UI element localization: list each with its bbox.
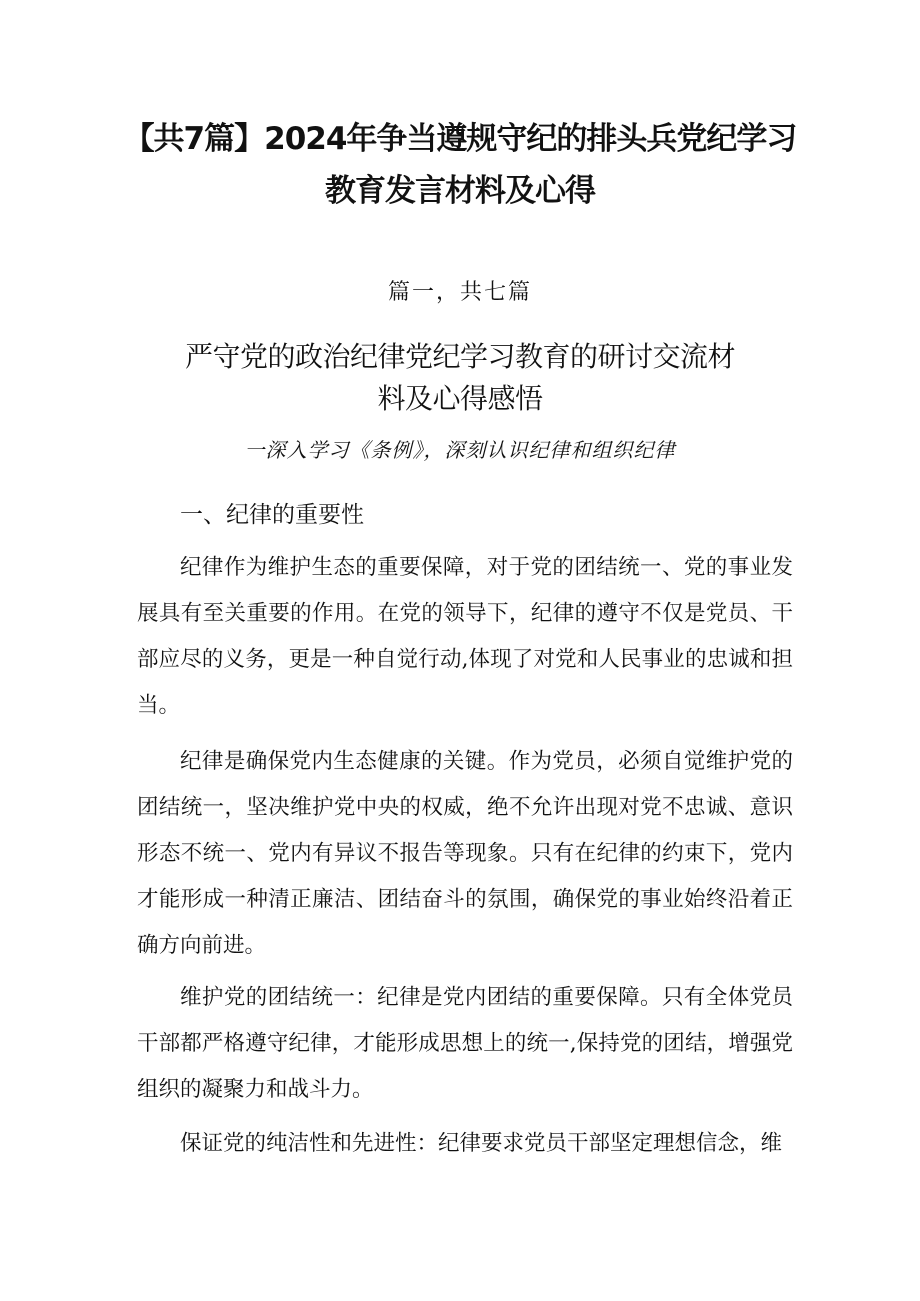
paragraph: 纪律作为维护生态的重要保障，对于党的团结统一、党的事业发展具有至关重要的作用。在党的领导下，纪律的遵守不仅是党员、干部应尽的义务，更是一种自觉行动,体现了对党和人民事业的忠诚和担当。 [137,555,793,718]
document-title-line-2: 教育发言材料及心得 [325,173,595,209]
paragraph: 保证党的纯洁性和先进性：纪律要求党员干部坚定理想信念，维 [180,1131,783,1156]
section-heading: 一、纪律的重要性 [180,502,364,528]
article-title-line-1: 严守党的政治纪律党纪学习教育的研讨交流材 [184,340,735,373]
document-title-line-1: 【共7篇】2024年争当遵规守纪的排头兵党纪学习 [123,121,797,157]
article-subtitle: 一深入学习《条例》，深刻认识纪律和组织纪律 [244,438,676,462]
section-index: 篇一，共七篇 [387,280,532,305]
paragraph: 纪律是确保党内生态健康的关键。作为党员，必须自觉维护党的团结统一，坚决维护党中央的权威，绝不允许出现对党不忠诚、意识形态不统一、党内有异议不报告等现象。只有在纪律的约束下，党内才能形成一种清正廉洁、团结奋斗的氛围，确保党的事业始终沿着正确方向前进。 [137,749,793,958]
article-title-line-2: 料及心得感悟 [377,382,543,415]
paragraph: 维护党的团结统一：纪律是党内团结的重要保障。只有全体党员干部都严格遵守纪律，才能形成思想上的统一,保持党的团结，增强党组织的凝聚力和战斗力。 [137,985,793,1102]
